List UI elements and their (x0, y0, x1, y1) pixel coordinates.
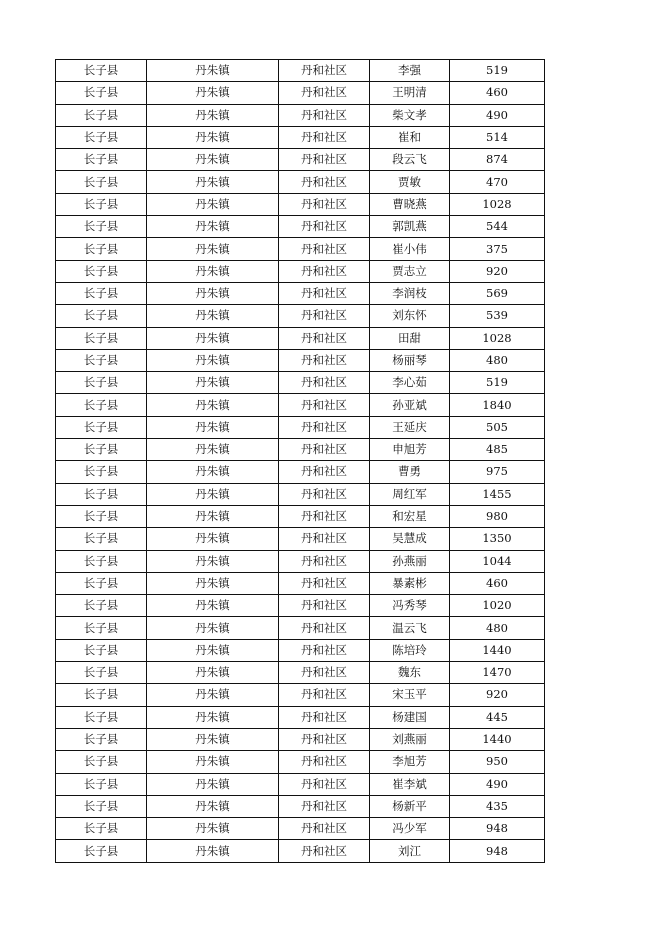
town-cell: 丹朱镇 (147, 416, 279, 438)
community-cell: 丹和社区 (279, 617, 370, 639)
amount-cell: 480 (450, 349, 545, 371)
town-cell: 丹朱镇 (147, 528, 279, 550)
amount-cell: 470 (450, 171, 545, 193)
name-cell: 刘燕丽 (370, 728, 450, 750)
name-cell: 李润枝 (370, 282, 450, 304)
amount-cell: 490 (450, 104, 545, 126)
table-body (56, 60, 545, 863)
name-cell: 郭凯燕 (370, 216, 450, 238)
table-row (56, 416, 545, 438)
county-cell: 长子县 (56, 728, 147, 750)
data-table (55, 59, 545, 863)
community-cell: 丹和社区 (279, 728, 370, 750)
name-cell: 魏东 (370, 662, 450, 684)
community-cell: 丹和社区 (279, 483, 370, 505)
amount-cell: 920 (450, 260, 545, 282)
county-cell: 长子县 (56, 617, 147, 639)
county-cell: 长子县 (56, 171, 147, 193)
county-cell: 长子县 (56, 595, 147, 617)
town-cell: 丹朱镇 (147, 818, 279, 840)
town-cell: 丹朱镇 (147, 104, 279, 126)
town-cell: 丹朱镇 (147, 60, 279, 82)
table-row (56, 305, 545, 327)
name-cell: 王明清 (370, 82, 450, 104)
county-cell: 长子县 (56, 60, 147, 82)
name-cell: 周红军 (370, 483, 450, 505)
amount-cell: 950 (450, 751, 545, 773)
name-cell: 温云飞 (370, 617, 450, 639)
community-cell: 丹和社区 (279, 550, 370, 572)
table-row (56, 372, 545, 394)
amount-cell: 980 (450, 505, 545, 527)
town-cell: 丹朱镇 (147, 260, 279, 282)
community-cell: 丹和社区 (279, 795, 370, 817)
town-cell: 丹朱镇 (147, 706, 279, 728)
county-cell: 长子县 (56, 260, 147, 282)
name-cell: 段云飞 (370, 149, 450, 171)
town-cell: 丹朱镇 (147, 349, 279, 371)
town-cell: 丹朱镇 (147, 617, 279, 639)
amount-cell: 1440 (450, 728, 545, 750)
community-cell: 丹和社区 (279, 439, 370, 461)
amount-cell: 948 (450, 840, 545, 862)
amount-cell: 480 (450, 617, 545, 639)
county-cell: 长子县 (56, 149, 147, 171)
county-cell: 长子县 (56, 327, 147, 349)
name-cell: 杨新平 (370, 795, 450, 817)
table-row (56, 483, 545, 505)
community-cell: 丹和社区 (279, 662, 370, 684)
amount-cell: 435 (450, 795, 545, 817)
name-cell: 崔和 (370, 126, 450, 148)
table-row (56, 528, 545, 550)
county-cell: 长子县 (56, 706, 147, 728)
county-cell: 长子县 (56, 394, 147, 416)
table-row (56, 193, 545, 215)
amount-cell: 539 (450, 305, 545, 327)
town-cell: 丹朱镇 (147, 639, 279, 661)
county-cell: 长子县 (56, 528, 147, 550)
amount-cell: 948 (450, 818, 545, 840)
county-cell: 长子县 (56, 282, 147, 304)
table-row (56, 617, 545, 639)
community-cell: 丹和社区 (279, 572, 370, 594)
amount-cell: 519 (450, 60, 545, 82)
table-row (56, 260, 545, 282)
county-cell: 长子县 (56, 795, 147, 817)
amount-cell: 519 (450, 372, 545, 394)
community-cell: 丹和社区 (279, 282, 370, 304)
name-cell: 申旭芳 (370, 439, 450, 461)
town-cell: 丹朱镇 (147, 751, 279, 773)
county-cell: 长子县 (56, 483, 147, 505)
name-cell: 冯少军 (370, 818, 450, 840)
table-row (56, 82, 545, 104)
county-cell: 长子县 (56, 684, 147, 706)
community-cell: 丹和社区 (279, 104, 370, 126)
table-row (56, 639, 545, 661)
table-row (56, 327, 545, 349)
town-cell: 丹朱镇 (147, 684, 279, 706)
name-cell: 曹晓燕 (370, 193, 450, 215)
community-cell: 丹和社区 (279, 193, 370, 215)
county-cell: 长子县 (56, 416, 147, 438)
town-cell: 丹朱镇 (147, 216, 279, 238)
name-cell: 杨丽琴 (370, 349, 450, 371)
county-cell: 长子县 (56, 216, 147, 238)
county-cell: 长子县 (56, 639, 147, 661)
town-cell: 丹朱镇 (147, 126, 279, 148)
amount-cell: 445 (450, 706, 545, 728)
table-row (56, 149, 545, 171)
county-cell: 长子县 (56, 773, 147, 795)
name-cell: 柴文孝 (370, 104, 450, 126)
amount-cell: 874 (450, 149, 545, 171)
amount-cell: 1020 (450, 595, 545, 617)
amount-cell: 1840 (450, 394, 545, 416)
community-cell: 丹和社区 (279, 394, 370, 416)
name-cell: 李强 (370, 60, 450, 82)
name-cell: 崔小伟 (370, 238, 450, 260)
community-cell: 丹和社区 (279, 840, 370, 862)
community-cell: 丹和社区 (279, 773, 370, 795)
table-row (56, 572, 545, 594)
community-cell: 丹和社区 (279, 461, 370, 483)
county-cell: 长子县 (56, 104, 147, 126)
name-cell: 宋玉平 (370, 684, 450, 706)
amount-cell: 569 (450, 282, 545, 304)
town-cell: 丹朱镇 (147, 327, 279, 349)
county-cell: 长子县 (56, 662, 147, 684)
name-cell: 冯秀琴 (370, 595, 450, 617)
amount-cell: 460 (450, 572, 545, 594)
town-cell: 丹朱镇 (147, 305, 279, 327)
name-cell: 吴慧成 (370, 528, 450, 550)
community-cell: 丹和社区 (279, 528, 370, 550)
name-cell: 李旭芳 (370, 751, 450, 773)
town-cell: 丹朱镇 (147, 728, 279, 750)
town-cell: 丹朱镇 (147, 662, 279, 684)
amount-cell: 920 (450, 684, 545, 706)
county-cell: 长子县 (56, 439, 147, 461)
amount-cell: 1440 (450, 639, 545, 661)
community-cell: 丹和社区 (279, 171, 370, 193)
community-cell: 丹和社区 (279, 126, 370, 148)
table-row (56, 595, 545, 617)
community-cell: 丹和社区 (279, 238, 370, 260)
table-row (56, 505, 545, 527)
county-cell: 长子县 (56, 305, 147, 327)
amount-cell: 544 (450, 216, 545, 238)
name-cell: 刘东怀 (370, 305, 450, 327)
name-cell: 刘江 (370, 840, 450, 862)
amount-cell: 1455 (450, 483, 545, 505)
name-cell: 崔李斌 (370, 773, 450, 795)
county-cell: 长子县 (56, 751, 147, 773)
town-cell: 丹朱镇 (147, 282, 279, 304)
amount-cell: 1028 (450, 327, 545, 349)
county-cell: 长子县 (56, 82, 147, 104)
county-cell: 长子县 (56, 126, 147, 148)
table-row (56, 104, 545, 126)
table-row (56, 818, 545, 840)
county-cell: 长子县 (56, 840, 147, 862)
table-row (56, 684, 545, 706)
name-cell: 暴素彬 (370, 572, 450, 594)
name-cell: 田甜 (370, 327, 450, 349)
name-cell: 陈培玲 (370, 639, 450, 661)
name-cell: 贾敏 (370, 171, 450, 193)
table-row (56, 751, 545, 773)
amount-cell: 490 (450, 773, 545, 795)
town-cell: 丹朱镇 (147, 439, 279, 461)
community-cell: 丹和社区 (279, 416, 370, 438)
county-cell: 长子县 (56, 372, 147, 394)
table-row (56, 662, 545, 684)
table-row (56, 394, 545, 416)
name-cell: 李心茹 (370, 372, 450, 394)
community-cell: 丹和社区 (279, 706, 370, 728)
town-cell: 丹朱镇 (147, 238, 279, 260)
county-cell: 长子县 (56, 818, 147, 840)
amount-cell: 514 (450, 126, 545, 148)
amount-cell: 975 (450, 461, 545, 483)
county-cell: 长子县 (56, 349, 147, 371)
community-cell: 丹和社区 (279, 327, 370, 349)
community-cell: 丹和社区 (279, 216, 370, 238)
county-cell: 长子县 (56, 461, 147, 483)
town-cell: 丹朱镇 (147, 372, 279, 394)
town-cell: 丹朱镇 (147, 773, 279, 795)
table-row (56, 461, 545, 483)
town-cell: 丹朱镇 (147, 461, 279, 483)
name-cell: 王延庆 (370, 416, 450, 438)
town-cell: 丹朱镇 (147, 193, 279, 215)
table-row (56, 216, 545, 238)
town-cell: 丹朱镇 (147, 840, 279, 862)
county-cell: 长子县 (56, 505, 147, 527)
community-cell: 丹和社区 (279, 684, 370, 706)
community-cell: 丹和社区 (279, 60, 370, 82)
community-cell: 丹和社区 (279, 818, 370, 840)
community-cell: 丹和社区 (279, 505, 370, 527)
table-row (56, 349, 545, 371)
amount-cell: 1028 (450, 193, 545, 215)
table-row (56, 282, 545, 304)
table-row (56, 60, 545, 82)
table-row (56, 795, 545, 817)
county-cell: 长子县 (56, 238, 147, 260)
community-cell: 丹和社区 (279, 149, 370, 171)
town-cell: 丹朱镇 (147, 505, 279, 527)
town-cell: 丹朱镇 (147, 572, 279, 594)
town-cell: 丹朱镇 (147, 795, 279, 817)
amount-cell: 1044 (450, 550, 545, 572)
community-cell: 丹和社区 (279, 639, 370, 661)
community-cell: 丹和社区 (279, 751, 370, 773)
county-cell: 长子县 (56, 572, 147, 594)
table-row (56, 773, 545, 795)
table-row (56, 840, 545, 862)
amount-cell: 460 (450, 82, 545, 104)
table-row (56, 439, 545, 461)
county-cell: 长子县 (56, 550, 147, 572)
county-cell: 长子县 (56, 193, 147, 215)
name-cell: 和宏星 (370, 505, 450, 527)
community-cell: 丹和社区 (279, 349, 370, 371)
community-cell: 丹和社区 (279, 372, 370, 394)
table-row (56, 126, 545, 148)
name-cell: 贾志立 (370, 260, 450, 282)
amount-cell: 375 (450, 238, 545, 260)
town-cell: 丹朱镇 (147, 149, 279, 171)
community-cell: 丹和社区 (279, 82, 370, 104)
name-cell: 曹勇 (370, 461, 450, 483)
table-row (56, 706, 545, 728)
table-row (56, 238, 545, 260)
community-cell: 丹和社区 (279, 595, 370, 617)
table-row (56, 550, 545, 572)
table-row (56, 171, 545, 193)
amount-cell: 505 (450, 416, 545, 438)
town-cell: 丹朱镇 (147, 483, 279, 505)
amount-cell: 1350 (450, 528, 545, 550)
amount-cell: 485 (450, 439, 545, 461)
town-cell: 丹朱镇 (147, 171, 279, 193)
town-cell: 丹朱镇 (147, 550, 279, 572)
amount-cell: 1470 (450, 662, 545, 684)
community-cell: 丹和社区 (279, 305, 370, 327)
table-row (56, 728, 545, 750)
community-cell: 丹和社区 (279, 260, 370, 282)
town-cell: 丹朱镇 (147, 394, 279, 416)
town-cell: 丹朱镇 (147, 595, 279, 617)
town-cell: 丹朱镇 (147, 82, 279, 104)
name-cell: 杨建国 (370, 706, 450, 728)
name-cell: 孙亚斌 (370, 394, 450, 416)
name-cell: 孙燕丽 (370, 550, 450, 572)
